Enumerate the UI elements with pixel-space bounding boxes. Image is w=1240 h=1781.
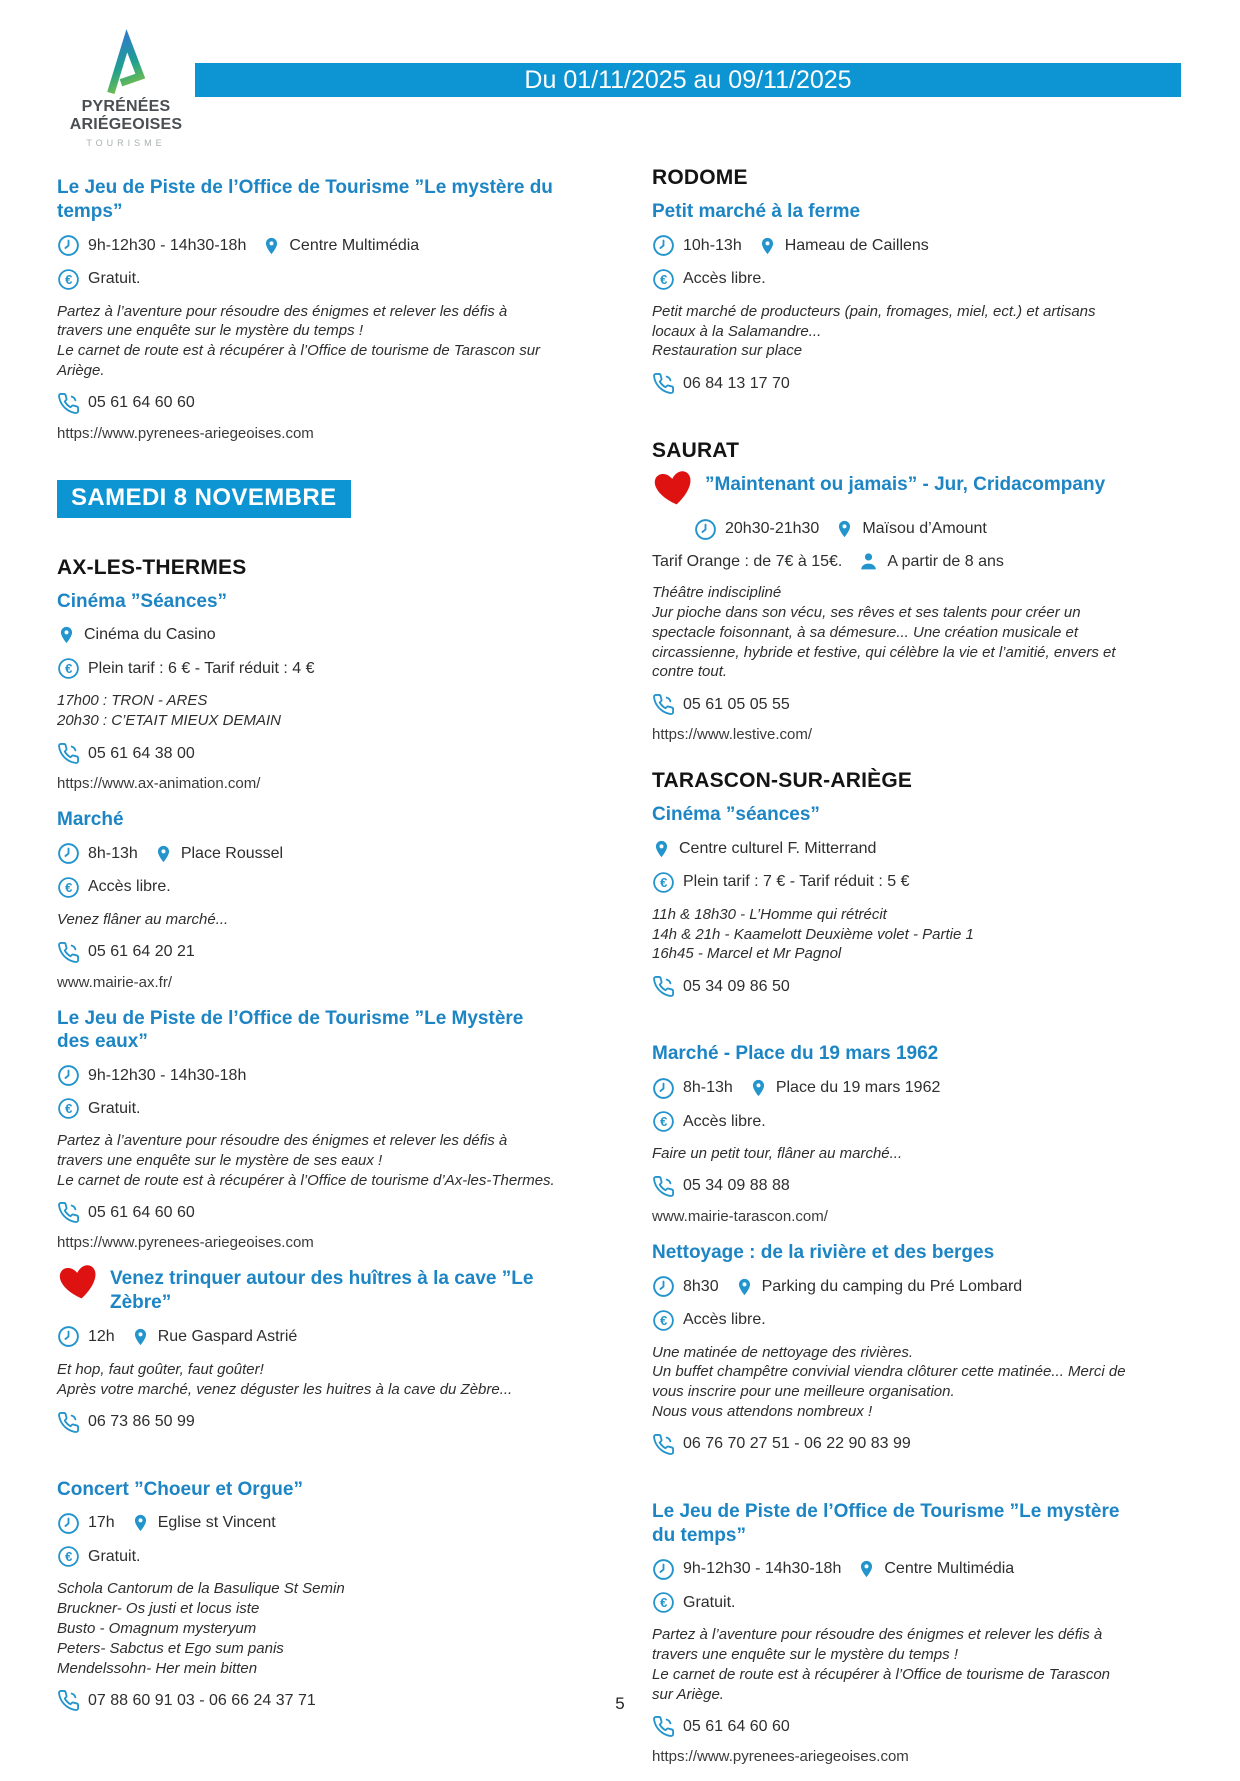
info-segment [758, 234, 929, 258]
event [652, 1042, 1132, 1225]
event-phone-line [652, 693, 1132, 716]
event [652, 1241, 1132, 1456]
event-price-line [57, 876, 557, 899]
clock-icon [57, 1325, 80, 1348]
euro-icon [652, 268, 675, 291]
event-phone-line [57, 1411, 557, 1434]
event-description [652, 1625, 1132, 1704]
tariff-text: Tarif Orange : de 7€ à 15€. [652, 552, 843, 570]
event [652, 1500, 1132, 1766]
description-line: 17h00 : TRON - ARES [57, 692, 208, 710]
info-segment [57, 1201, 195, 1224]
location-text: Rue Gaspard Astrié [157, 1327, 298, 1345]
event-schedule-line [652, 1275, 1132, 1299]
clock-icon [694, 518, 717, 541]
clock-icon [57, 842, 80, 865]
website-link[interactable]: www.mairie-ax.fr/ [57, 973, 173, 991]
info-segment [652, 693, 790, 716]
person-icon [858, 551, 879, 572]
location-icon [652, 837, 671, 861]
info-segment [154, 842, 283, 866]
event [57, 1267, 557, 1433]
info-segment [652, 837, 876, 861]
event-title: ”Maintenant ou jamais” - Jur, Cridacompany [705, 474, 1106, 496]
location-icon [735, 1275, 754, 1299]
description-line: Et hop, faut goûter, faut goûter! [57, 1360, 264, 1378]
event-schedule-line [57, 842, 557, 866]
event-title: Concert ”Choeur et Orgue” [57, 1478, 303, 1500]
price-text: Accès libre. [683, 1112, 766, 1130]
events-column-right [652, 166, 1132, 1781]
price-text: Accès libre. [683, 1311, 766, 1329]
info-segment [652, 553, 842, 571]
event-schedule-line [652, 837, 1132, 861]
event [57, 176, 557, 442]
event-price-line [57, 268, 557, 291]
website-link[interactable]: https://www.ax-animation.com/ [57, 775, 261, 793]
location-icon [154, 842, 173, 866]
event-description [57, 691, 557, 731]
phone-icon [652, 372, 675, 395]
event-description [57, 1360, 557, 1400]
event [652, 200, 1132, 395]
phone-icon [652, 693, 675, 716]
event [57, 590, 557, 792]
description-line: Le carnet de route est à récupérer à l’Office de tourisme de Tarascon sur Ariège. [652, 1665, 1111, 1703]
event-price-line [652, 551, 1132, 572]
event-price-line [57, 657, 557, 680]
event-title: Le Jeu de Piste de l’Office de Tourisme ”Le Mystère des eaux” [57, 1007, 524, 1053]
description-line: Venez flâner au marché... [57, 910, 229, 928]
info-segment [835, 517, 987, 541]
phone-icon [652, 1715, 675, 1738]
svg-text:€: € [65, 271, 73, 287]
info-segment [749, 1076, 941, 1100]
event-description [652, 583, 1132, 682]
schedule-text: 10h-13h [683, 236, 742, 254]
info-segment [131, 1325, 298, 1349]
info-segment [131, 1511, 276, 1535]
info-segment [652, 1309, 766, 1332]
schedule-text: 8h30 [683, 1277, 719, 1295]
logo [56, 34, 196, 148]
svg-text:€: € [660, 1113, 668, 1129]
schedule-text: 9h-12h30 - 14h30-18h [683, 1560, 842, 1578]
event-description [57, 1131, 557, 1190]
event-phone-line [57, 742, 557, 765]
description-line: 11h & 18h30 - L’Homme qui rétrécit [652, 905, 887, 923]
website-link[interactable]: https://www.pyrenees-ariegeoises.com [652, 1748, 909, 1766]
event-schedule-line [652, 1557, 1132, 1581]
clock-icon [57, 1064, 80, 1087]
events-content [57, 166, 1132, 1781]
website-link[interactable]: https://www.lestive.com/ [652, 726, 813, 744]
clock-icon [652, 1275, 675, 1298]
price-text: Gratuit. [683, 1593, 736, 1611]
info-segment [57, 1097, 140, 1120]
event-price-line [652, 1110, 1132, 1133]
info-segment [57, 1411, 195, 1434]
description-line: Petit marché de producteurs (pain, fromages, miel, ect.) et artisans locaux à la Salamandre... [652, 302, 1096, 340]
logo-title-line2: ARIÉGEOISES [69, 115, 183, 133]
event-schedule-line [57, 1325, 557, 1349]
location-text: Centre Multimédia [289, 236, 420, 254]
event-phone-line [652, 1433, 1132, 1456]
event-title: Marché [57, 809, 124, 831]
website-link[interactable]: www.mairie-tarascon.com/ [652, 1207, 828, 1225]
event-schedule-line [652, 234, 1132, 258]
city-heading: AX-LES-THERMES [57, 555, 247, 579]
event-schedule-line [652, 1076, 1132, 1100]
info-segment [857, 1557, 1014, 1581]
description-line: 20h30 : C’ETAIT MIEUX DEMAIN [57, 712, 281, 730]
info-segment [57, 268, 140, 291]
phone-number: 05 61 05 05 55 [683, 695, 790, 713]
description-line: Après votre marché, venez déguster les huitres à la cave du Zèbre... [57, 1380, 513, 1398]
euro-icon [652, 871, 675, 894]
website-link[interactable]: https://www.pyrenees-ariegeoises.com [57, 1234, 314, 1252]
info-segment [652, 975, 790, 998]
logo-subtitle: TOURISME [86, 137, 166, 148]
clock-icon [57, 234, 80, 257]
location-text: Eglise st Vincent [157, 1514, 276, 1532]
info-segment [57, 657, 314, 680]
svg-text:€: € [65, 879, 73, 895]
info-segment [652, 1175, 790, 1198]
event-description [57, 302, 557, 381]
svg-text:€: € [660, 271, 668, 287]
phone-number: 06 84 13 17 70 [683, 374, 790, 392]
euro-icon [57, 1545, 80, 1568]
euro-icon [57, 657, 80, 680]
info-segment [652, 871, 909, 894]
event-phone-line [652, 1175, 1132, 1198]
location-text: Cinéma du Casino [84, 626, 216, 644]
phone-number: 07 88 60 91 03 - 06 66 24 37 71 [88, 1691, 316, 1709]
info-segment [57, 876, 171, 899]
location-text: Maïsou d’Amount [862, 520, 987, 538]
phone-number: 05 34 09 88 88 [683, 1177, 790, 1195]
schedule-text: 9h-12h30 - 14h30-18h [88, 1066, 247, 1084]
phone-icon [57, 742, 80, 765]
info-segment [652, 1558, 841, 1581]
city-heading: RODOME [652, 166, 748, 189]
event-schedule-line [57, 234, 557, 258]
info-segment [652, 268, 766, 291]
price-text: Gratuit. [88, 1547, 141, 1565]
date-range-banner [195, 63, 1181, 97]
phone-icon [652, 1175, 675, 1198]
info-segment [57, 1512, 115, 1535]
price-text: Gratuit. [88, 1099, 141, 1117]
phone-icon [57, 1411, 80, 1434]
event-title: Cinéma ”séances” [652, 804, 820, 826]
euro-icon [57, 1097, 80, 1120]
event-title: Nettoyage : de la rivière et des berges [652, 1241, 995, 1263]
info-segment [57, 742, 195, 765]
description-line: Mendelssohn- Her mein bitten [57, 1659, 258, 1677]
info-segment [652, 1715, 790, 1738]
location-text: Parking du camping du Pré Lombard [761, 1277, 1023, 1295]
event-phone-line [57, 392, 557, 415]
svg-text:€: € [65, 661, 73, 677]
location-text: Centre Multimédia [884, 1560, 1015, 1578]
svg-text:€: € [660, 874, 668, 890]
euro-icon [57, 876, 80, 899]
description-line: Bruckner- Os justi et locus iste [57, 1600, 260, 1618]
page-number: 5 [615, 1694, 625, 1713]
schedule-text: 8h-13h [683, 1079, 733, 1097]
info-segment [652, 1275, 719, 1298]
info-segment [652, 372, 790, 395]
description-line: Une matinée de nettoyage des rivières. [652, 1343, 913, 1361]
description-line: 14h & 21h - Kaamelott Deuxième volet - Partie 1 [652, 925, 974, 943]
event-description [652, 905, 1132, 964]
event-title: Marché - Place du 19 mars 1962 [652, 1043, 939, 1065]
city-heading: TARASCON-SUR-ARIÈGE [652, 769, 913, 793]
event-price-line [57, 1097, 557, 1120]
clock-icon [652, 1558, 675, 1581]
heart-icon [652, 469, 696, 507]
age-restriction-text: A partir de 8 ans [887, 552, 1004, 570]
schedule-text: 8h-13h [88, 844, 138, 862]
clock-icon [57, 1512, 80, 1535]
description-line: Busto - Omagnum mysteryum [57, 1619, 257, 1637]
schedule-text: 20h30-21h30 [725, 520, 820, 538]
phone-number: 05 61 64 60 60 [683, 1717, 790, 1735]
description-line: 16h45 - Marcel et Mr Pagnol [652, 945, 842, 963]
location-text: Centre culturel F. Mitterrand [679, 839, 877, 857]
info-segment [57, 842, 138, 865]
price-text: Gratuit. [88, 270, 141, 287]
location-icon [57, 623, 76, 647]
event [57, 1007, 557, 1252]
description-line: Peters- Sabctus et Ego sum panis [57, 1639, 284, 1657]
logo-title-line1: PYRÉNÉES [81, 98, 171, 115]
event-title: Cinéma ”Séances” [57, 590, 228, 612]
info-segment [652, 234, 742, 257]
events-column-left [57, 166, 557, 1781]
event [652, 473, 1132, 743]
phone-icon [57, 1201, 80, 1224]
schedule-text: 12h [88, 1327, 115, 1345]
price-text: Accès libre. [88, 878, 171, 896]
info-segment [735, 1275, 1023, 1299]
location-icon [131, 1511, 150, 1535]
event-schedule-line [57, 1511, 557, 1535]
event-phone-line [652, 975, 1132, 998]
event [652, 803, 1132, 998]
svg-text:€: € [660, 1312, 668, 1328]
event [57, 1478, 557, 1713]
description-line: Partez à l’aventure pour résoudre des énigmes et relever les défis à travers une enquête sur le mystère du temps ! [652, 1626, 1103, 1664]
event-description [652, 1343, 1132, 1422]
info-segment [57, 392, 195, 415]
location-icon [749, 1076, 768, 1100]
price-text: Plein tarif : 6 € - Tarif réduit : 4 € [88, 659, 315, 677]
event-phone-line [57, 941, 557, 964]
svg-text:€: € [65, 1100, 73, 1116]
event-price-line [57, 1545, 557, 1568]
event-schedule-line [57, 623, 557, 647]
info-segment [694, 518, 819, 541]
logo-mountain-icon [94, 34, 158, 98]
phone-number: 05 34 09 86 50 [683, 977, 790, 995]
phone-number: 06 73 86 50 99 [88, 1413, 195, 1431]
clock-icon [652, 234, 675, 257]
info-segment [652, 1077, 733, 1100]
location-text: Hameau de Caillens [784, 236, 929, 254]
description-line: Schola Cantorum de la Basulique St Semin [57, 1580, 345, 1598]
description-line: Faire un petit tour, flâner au marché... [652, 1145, 903, 1163]
event [57, 808, 557, 991]
event-price-line [652, 268, 1132, 291]
info-segment [652, 1591, 735, 1614]
description-line: Jur pioche dans son vécu, ses rêves et ses talents pour créer un spectacle foisonnant, à sa démesure... Une création musicale et circassienne, hybride et festive, qui célèbre la vie et l’amitié, envers et contre tout. [652, 603, 1116, 681]
event-title-row [652, 473, 1132, 507]
info-segment [57, 234, 246, 257]
info-segment [652, 1433, 911, 1456]
event-title-row [57, 1267, 557, 1315]
phone-number: 06 76 70 27 51 - 06 22 90 83 99 [683, 1435, 911, 1453]
phone-icon [652, 1433, 675, 1456]
event-title: Venez trinquer autour des huîtres à la cave ”Le Zèbre” [110, 1268, 534, 1314]
event-schedule-line [57, 1064, 557, 1087]
description-line: Nous vous attendons nombreux ! [652, 1402, 873, 1420]
schedule-text: 17h [88, 1514, 115, 1532]
info-segment [57, 1545, 140, 1568]
phone-icon [57, 941, 80, 964]
event-description [652, 302, 1132, 361]
info-segment [262, 234, 419, 258]
price-text: Plein tarif : 7 € - Tarif réduit : 5 € [683, 873, 910, 891]
event-phone-line [57, 1201, 557, 1224]
event-description [57, 1579, 557, 1678]
description-line: Partez à l’aventure pour résoudre des énigmes et relever les défis à travers une enquête sur le mystère de ses eaux ! [57, 1132, 508, 1169]
day-banner-label: SAMEDI 8 NOVEMBRE [71, 483, 337, 511]
info-segment [57, 1325, 115, 1348]
event-price-line [652, 1591, 1132, 1614]
day-banner [57, 480, 351, 518]
info-segment [57, 941, 195, 964]
description-line: Le carnet de route est à récupérer à l’Office de tourisme de Tarascon sur Ariège. [57, 342, 541, 379]
location-icon [131, 1325, 150, 1349]
euro-icon [652, 1309, 675, 1332]
phone-icon [652, 975, 675, 998]
location-text: Place Roussel [180, 844, 284, 862]
euro-icon [57, 268, 80, 291]
euro-icon [652, 1110, 675, 1133]
description-line: Le carnet de route est à récupérer à l’Office de tourisme d’Ax-les-Thermes. [57, 1171, 555, 1189]
event-phone-line [652, 1715, 1132, 1738]
description-line: Partez à l’aventure pour résoudre des énigmes et relever les défis à travers une enquête sur le mystère du temps ! [57, 302, 508, 340]
city-heading: SAURAT [652, 439, 740, 463]
event-price-line [652, 1309, 1132, 1332]
info-segment [57, 623, 216, 647]
event-description [57, 910, 557, 930]
location-icon [835, 517, 854, 541]
phone-icon [57, 392, 80, 415]
phone-number: 05 61 64 60 60 [88, 394, 195, 412]
description-line: Un buffet champêtre convivial viendra clôturer cette matinée... Merci de vous inscrire pour une meilleure organisation. [652, 1363, 1126, 1401]
event-title: Petit marché à la ferme [652, 201, 861, 222]
svg-text:€: € [65, 1549, 73, 1565]
phone-number: 05 61 64 60 60 [88, 1203, 195, 1221]
heart-icon [57, 1263, 101, 1301]
event-description [652, 1144, 1132, 1164]
price-text: Accès libre. [683, 270, 766, 288]
event-schedule-line [694, 517, 1132, 541]
info-segment [652, 1110, 766, 1133]
info-segment [858, 551, 1004, 572]
info-segment [57, 1064, 246, 1087]
clock-icon [652, 1077, 675, 1100]
event-title: Le Jeu de Piste de l’Office de Tourisme ”Le mystère du temps” [652, 1500, 1120, 1546]
location-text: Place du 19 mars 1962 [775, 1079, 941, 1097]
svg-text:€: € [660, 1595, 668, 1611]
euro-icon [652, 1591, 675, 1614]
event-price-line [652, 871, 1132, 894]
description-line: Restauration sur place [652, 342, 803, 360]
description-line: Théâtre indiscipliné [652, 584, 782, 602]
event-title: Le Jeu de Piste de l’Office de Tourisme ”Le mystère du temps” [57, 177, 553, 222]
phone-number: 05 61 64 38 00 [88, 744, 195, 762]
schedule-text: 9h-12h30 - 14h30-18h [88, 236, 247, 254]
location-icon [857, 1557, 876, 1581]
event-phone-line [652, 372, 1132, 395]
date-range-text: Du 01/11/2025 au 09/11/2025 [524, 65, 852, 94]
phone-number: 05 61 64 20 21 [88, 943, 195, 961]
website-link[interactable]: https://www.pyrenees-ariegeoises.com [57, 424, 314, 442]
location-icon [262, 234, 281, 258]
location-icon [758, 234, 777, 258]
